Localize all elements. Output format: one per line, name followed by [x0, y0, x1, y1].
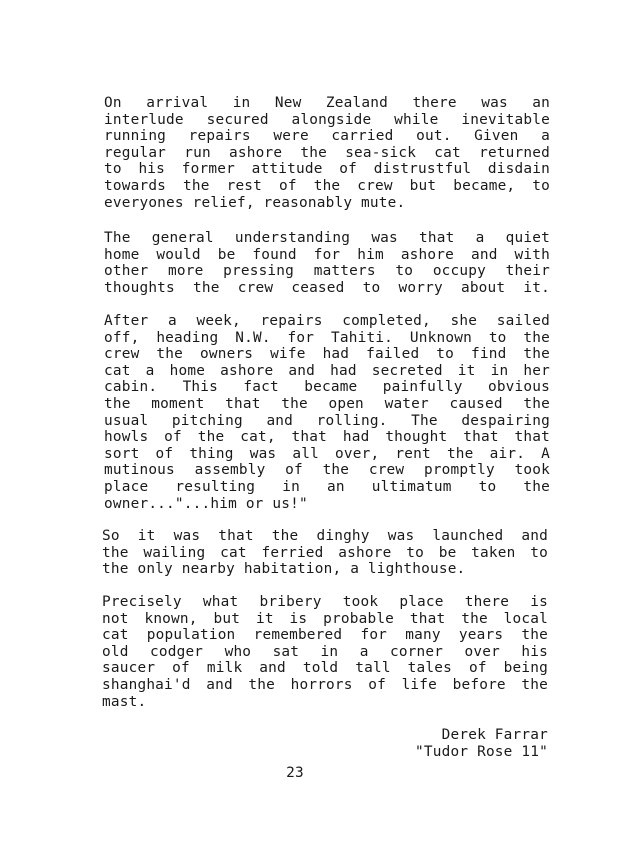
- text-line: On arrival in New Zealand there was an: [104, 95, 550, 111]
- author-name: Derek Farrar: [441, 727, 548, 743]
- text-line: to his former attitude of distrustful disdain: [104, 161, 550, 178]
- text-line: Precisely what bribery took place there is: [102, 594, 548, 610]
- text-line: interlude secured alongside while inevitable: [104, 111, 550, 128]
- text-line: the wailing cat ferried ashore to be taken to: [102, 544, 548, 561]
- author-signature: [415, 727, 548, 760]
- text-line: mast.: [102, 693, 147, 710]
- text-line: other more pressing matters to occupy their: [104, 263, 550, 280]
- text-line: everyones relief, reasonably mute.: [104, 194, 406, 211]
- text-line: After a week, repairs completed, she sailed: [104, 313, 550, 329]
- text-line: The general understanding was that a quiet: [104, 230, 550, 246]
- text-line: regular run ashore the sea-sick cat returned: [104, 144, 550, 161]
- text-line: owner..."...him or us!": [104, 495, 308, 512]
- paragraph-sailed: [104, 313, 550, 512]
- text-line: cat population remembered for many years the: [102, 627, 548, 644]
- text-line: crew the owners wife had failed to find the: [104, 346, 550, 363]
- text-line: mutinous assembly of the crew promptly took: [104, 462, 550, 479]
- paragraph-understanding: [104, 230, 550, 296]
- text-line: So it was that the dinghy was launched and: [102, 528, 548, 544]
- paragraph-dinghy: [102, 528, 548, 578]
- paragraph-arrival: [104, 95, 550, 211]
- text-line: shanghai'd and the horrors of life before the: [102, 676, 548, 693]
- page-number: 23: [286, 765, 304, 781]
- text-line: the moment that the open water caused the: [104, 395, 550, 412]
- text-line: saucer of milk and told tall tales of being: [102, 660, 548, 677]
- text-line: the only nearby habitation, a lighthouse.: [102, 561, 466, 578]
- text-line: place resulting in an ultimatum to the: [104, 478, 550, 495]
- text-line: thoughts the crew ceased to worry about it.: [104, 279, 550, 296]
- text-line: old codger who sat in a corner over his: [102, 643, 548, 660]
- paragraph-bribery: [102, 594, 548, 710]
- text-line: not known, but it is probable that the local: [102, 610, 548, 627]
- text-line: off, heading N.W. for Tahiti. Unknown to the: [104, 329, 550, 346]
- text-line: running repairs were carried out. Given a: [104, 128, 550, 145]
- text-line: towards the rest of the crew but became, to: [104, 177, 550, 194]
- text-line: usual pitching and rolling. The despairing: [104, 412, 550, 429]
- text-line: howls of the cat, that had thought that that: [104, 429, 550, 446]
- text-line: cat a home ashore and had secreted it in her: [104, 362, 550, 379]
- boat-name: "Tudor Rose 11": [415, 743, 548, 760]
- text-line: sort of thing was all over, rent the air. A: [104, 445, 550, 462]
- text-line: cabin. This fact became painfully obvious: [104, 379, 550, 396]
- text-line: home would be found for him ashore and with: [104, 246, 550, 263]
